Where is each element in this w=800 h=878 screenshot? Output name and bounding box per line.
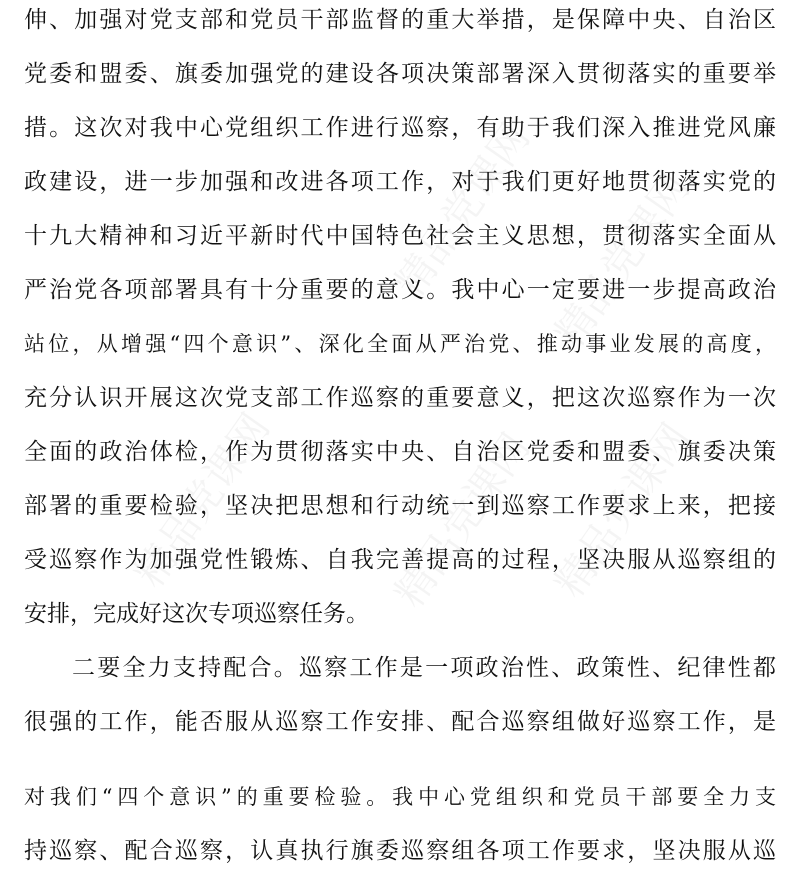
text-line: 严治党各项部署具有十分重要的意义。我中心一定要进一步提高政治 <box>24 277 776 303</box>
page-gap <box>24 749 776 770</box>
text-line: 安排，完成好这次专项巡察任务。 <box>24 601 369 627</box>
text-line: 伸、加强对党支部和党员干部监督的重大举措，是保障中央、自治区 <box>24 7 776 33</box>
text-line: 措。这次对我中心党组织工作进行巡察，有助于我们深入推进党风廉 <box>24 115 776 141</box>
watermark: 精品党课网 <box>126 405 280 596</box>
text-line: 受巡察作为加强党性锻炼、自我完善提高的过程，坚决服从巡察组的 <box>24 547 776 573</box>
paragraph <box>24 0 776 641</box>
text-line: 持巡察、配合巡察，认真执行旗委巡察组各项工作要求，坚决服从巡 <box>24 838 776 864</box>
text-line: 政建设，进一步加强和改进各项工作，对于我们更好地贯彻落实党的 <box>24 169 776 195</box>
text-line: 部署的重要检验，坚决把思想和行动统一到巡察工作要求上来，把接 <box>24 493 776 519</box>
text-line: 站位，从增强“四个意识”、深化全面从严治党、推动事业发展的高度， <box>24 332 776 356</box>
paragraph <box>24 641 776 749</box>
text-line: 很强的工作，能否服从巡察工作安排、配合巡察组做好巡察工作，是 <box>24 709 776 735</box>
paragraph <box>24 770 776 878</box>
text-line: 全面的政治体检，作为贯彻落实中央、自治区党委和盟委、旗委决策 <box>24 439 776 465</box>
document-page <box>24 0 776 878</box>
watermark: 精品党课网 <box>546 165 700 356</box>
text-line: 对我们“四个意识”的重要检验。我中心党组织和党员干部要全力支 <box>24 785 776 809</box>
watermark: 精品党课网 <box>546 415 700 606</box>
watermark: 精品党课网 <box>386 115 540 306</box>
text-line: 十九大精神和习近平新时代中国特色社会主义思想，贯彻落实全面从 <box>24 223 776 249</box>
text-line: 党委和盟委、旗委加强党的建设各项决策部署深入贯彻落实的重要举 <box>24 61 776 87</box>
text-line: 充分认识开展这次党支部工作巡察的重要意义，把这次巡察作为一次 <box>24 385 776 411</box>
text-line: 二要全力支持配合。巡察工作是一项政治性、政策性、纪律性都 <box>72 655 776 681</box>
watermark: 精品党课网 <box>386 425 540 616</box>
